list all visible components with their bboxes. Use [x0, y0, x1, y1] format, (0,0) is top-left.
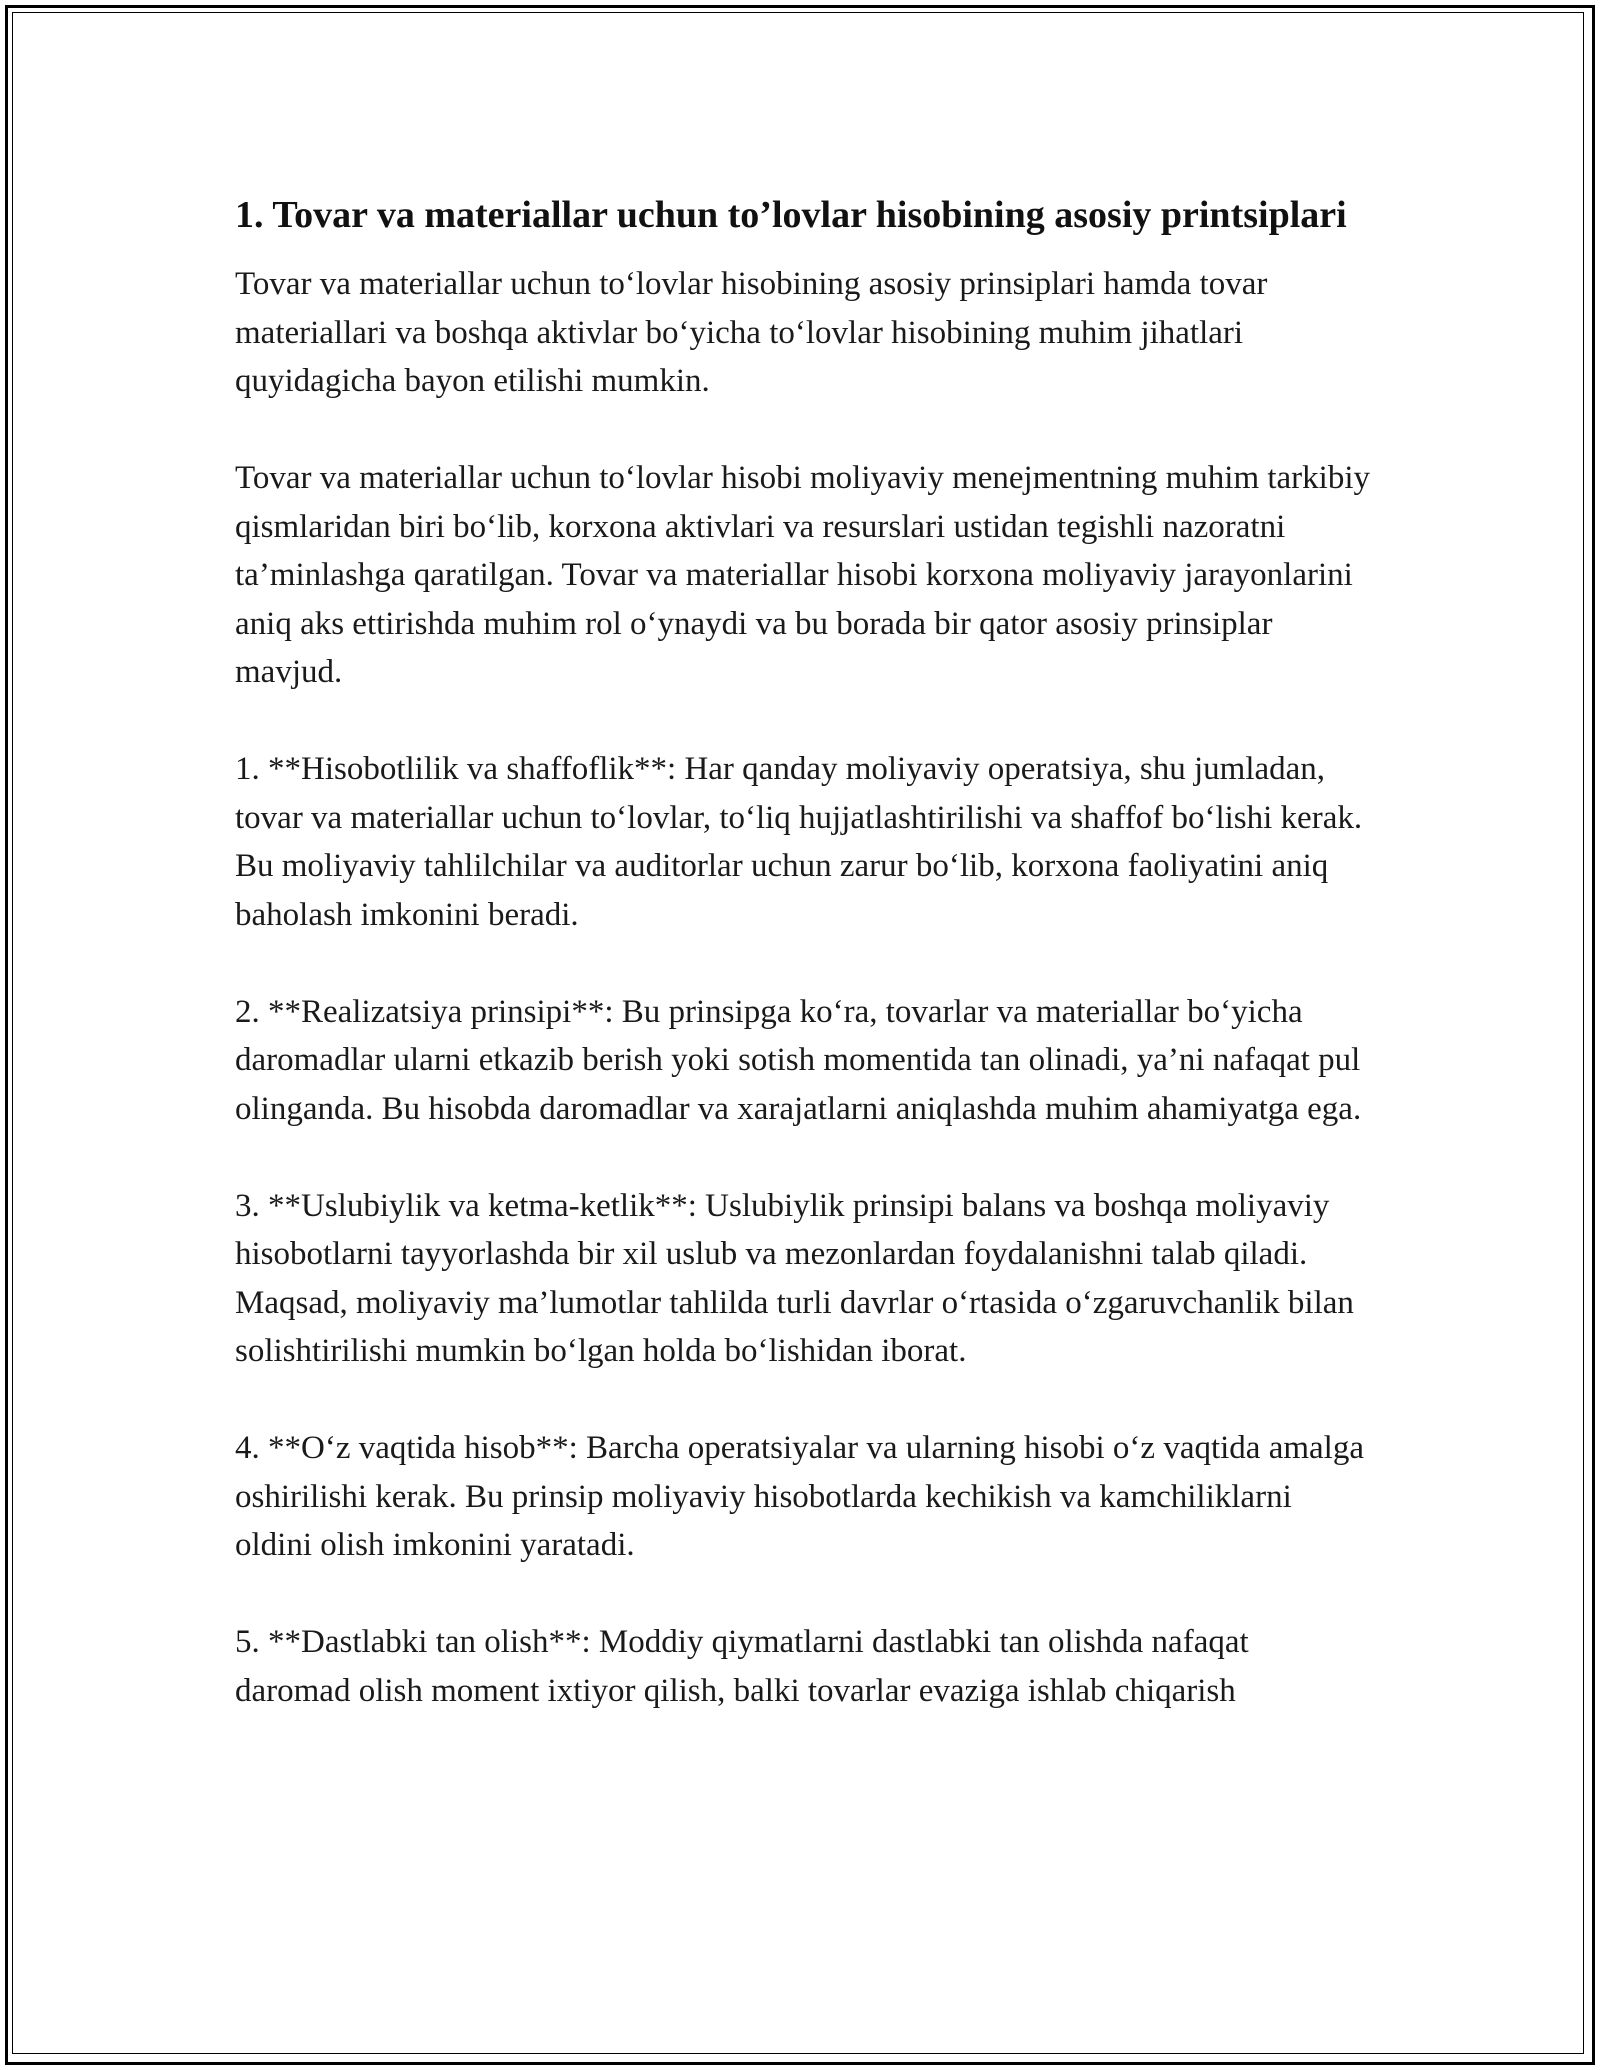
paragraph-principle-3: 3. **Uslubiylik va ketma-ketlik**: Uslubiylik prinsipi balans va boshqa moliyaviy hisobotlarni tayyorlashda bir xil uslub va mezonlardan foydalanishni talab qiladi. Maqsad, moliyaviy ma’lumotlar tahlilda turli davrlar o‘rtasida o‘zgaruvchanlik bilan solishtirilishi mumkin bo‘lgan holda bo‘lishidan iborat. [235, 1187, 1354, 1369]
paragraph-intro: Tovar va materiallar uchun to‘lovlar hisobining asosiy prinsiplari hamda tovar materiallari va boshqa aktivlar bo‘yicha to‘lovlar hisobining muhim jihatlari quyidagicha bayon etilishi mumkin. [235, 266, 1268, 399]
paragraph-principle-5: 5. **Dastlabki tan olish**: Moddiy qiymatlarni dastlabki tan olishda nafaqat daromad olish moment ixtiyor qilish, balki tovarlar evaziga ishlab chiqarish [235, 1624, 1249, 1709]
paragraph-overview: Tovar va materiallar uchun to‘lovlar hisobi moliyaviy menejmentning muhim tarkibiy qismlaridan biri bo‘lib, korxona aktivlari va resurslari ustidan tegishli nazoratni ta’minlashga qaratilgan. Tovar va materiallar hisobi korxona moliyaviy jarayonlarini aniq aks ettirishda muhim rol o‘ynaydi va bu borada bir qator asosiy prinsiplar mavjud. [235, 460, 1371, 690]
paragraph-principle-4: 4. **O‘z vaqtida hisob**: Barcha operatsiyalar va ularning hisobi o‘z vaqtida amalga oshirilishi kerak. Bu prinsip moliyaviy hisobotlarda kechikish va kamchiliklarni oldini olish imkonini yaratadi. [235, 1430, 1364, 1563]
section-heading: 1. Tovar va materiallar uchun to’lovlar hisobining asosiy printsiplari [235, 194, 1347, 236]
paragraph-principle-2: 2. **Realizatsiya prinsipi**: Bu prinsipga ko‘ra, tovarlar va materiallar bo‘yicha daromadlar ularni etkazib berish yoki sotish momentida tan olinadi, ya’ni nafaqat pul olinganda. Bu hisobda daromadlar va xarajatlarni aniqlashda muhim ahamiyatga ega. [235, 993, 1362, 1127]
paragraph-principle-1: 1. **Hisobotlilik va shaffoflik**: Har qanday moliyaviy operatsiya, shu jumladan, tovar va materiallar uchun to‘lovlar, to‘liq hujjatlashtirilishi va shaffof bo‘lishi kerak. Bu moliyaviy tahlilchilar va auditorlar uchun zarur bo‘lib, korxona faoliyatini aniq baholash imkonini beradi. [235, 751, 1363, 933]
document-body [235, 188, 1370, 1764]
